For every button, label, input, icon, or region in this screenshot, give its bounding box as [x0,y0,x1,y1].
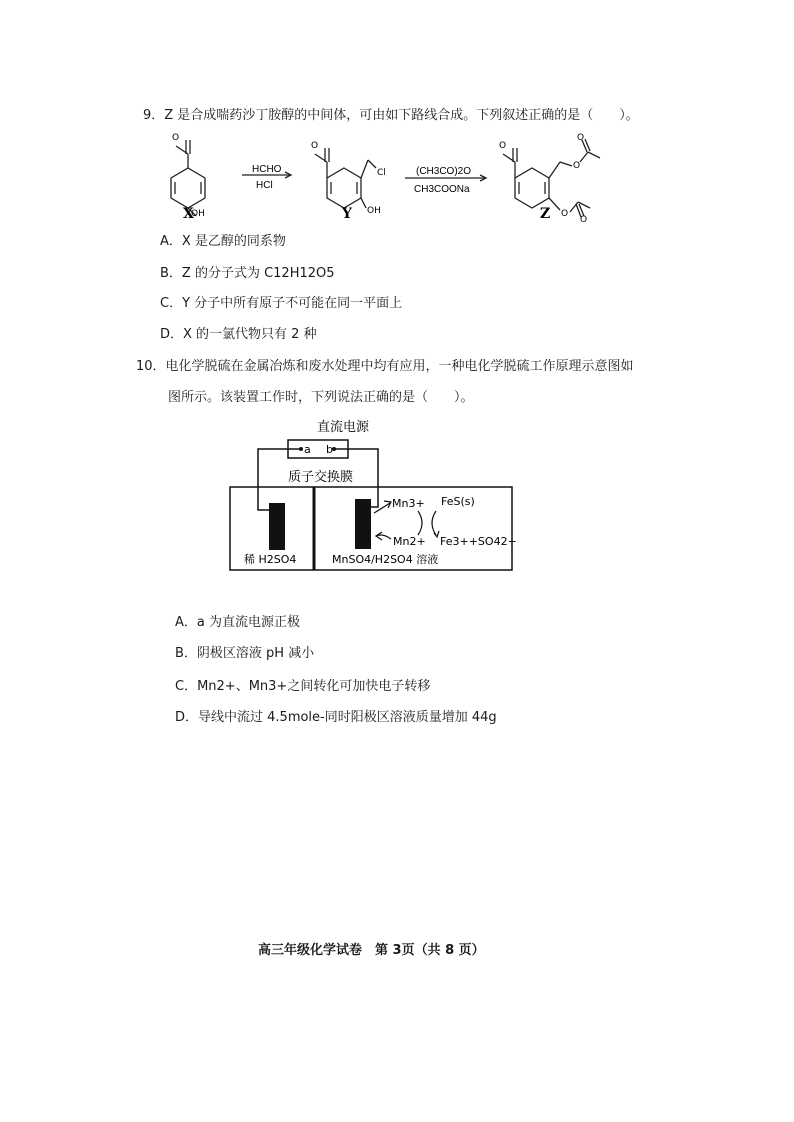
reagent2-top: (CH3CO)2O [416,166,472,177]
label-y: Y [342,206,352,222]
q9-stem: 9．Z 是合成喘药沙丁胺醇的中间体，可由如下路线合成。下列叙述正确的是（ ）。 [143,108,639,123]
products-label: Fe3++SO42− [440,535,517,548]
z-o-label-1: O [573,161,581,171]
right-solution-label: MnSO4/H2SO4 溶液 [332,553,439,566]
left-solution-label: 稀 H2SO4 [244,553,297,566]
reagent1-top: HCHO [252,164,282,175]
reagent2-bottom: CH3COONa [414,184,470,195]
q9-option-d: D．X 的一氯代物只有 2 种 [160,327,317,342]
z-o-label-5: O [499,141,507,151]
reagent1-bottom: HCl [256,180,273,191]
fes-label: FeS(s) [441,495,475,508]
label-z: Z [540,206,551,222]
q9-option-b: B．Z 的分子式为 C12H12O5 [160,266,335,281]
terminal-a: a [304,443,311,456]
page-footer: 高三年级化学试卷 第 3页（共 8 页） [258,943,485,958]
membrane-label: 质子交换膜 [288,470,354,485]
mn3-label: Mn3+ [392,497,425,510]
q10-stem-line2: 图所示。该装置工作时，下列说法正确的是（ ）。 [168,390,474,405]
q10-option-d: D．导线中流过 4.5mole-同时阳极区溶液质量增加 44g [175,710,497,725]
q9-reaction-scheme [0,130,794,360]
z-o-label-2: O [561,209,569,219]
x-oh-label: OH [191,209,205,219]
y-cl-label: Cl [377,168,386,178]
z-o-label-3: O [580,215,588,225]
q10-option-a: A．a 为直流电源正极 [175,615,300,630]
q10-option-b: B．阴极区溶液 pH 减小 [175,646,315,661]
q9-option-c: C．Y 分子中所有原子不可能在同一平面上 [160,296,403,311]
x-o-label: O [172,133,180,143]
q10-stem-line1: 10．电化学脱硫在金属冶炼和废水处理中均有应用，一种电化学脱硫工作原理示意图如 [136,359,634,374]
y-o-label: O [311,141,319,151]
z-o-label-4: O [577,133,585,143]
electrolysis-diagram [228,415,528,575]
power-supply-label: 直流电源 [317,420,370,435]
q9-option-a: A．X 是乙醇的同系物 [160,234,286,249]
mn2-label: Mn2+ [393,535,426,548]
y-oh-label: OH [367,206,381,216]
q10-option-c: C．Mn2+、Mn3+之间转化可加快电子转移 [175,679,431,694]
terminal-b: b [326,443,333,456]
label-x: X [183,206,194,222]
